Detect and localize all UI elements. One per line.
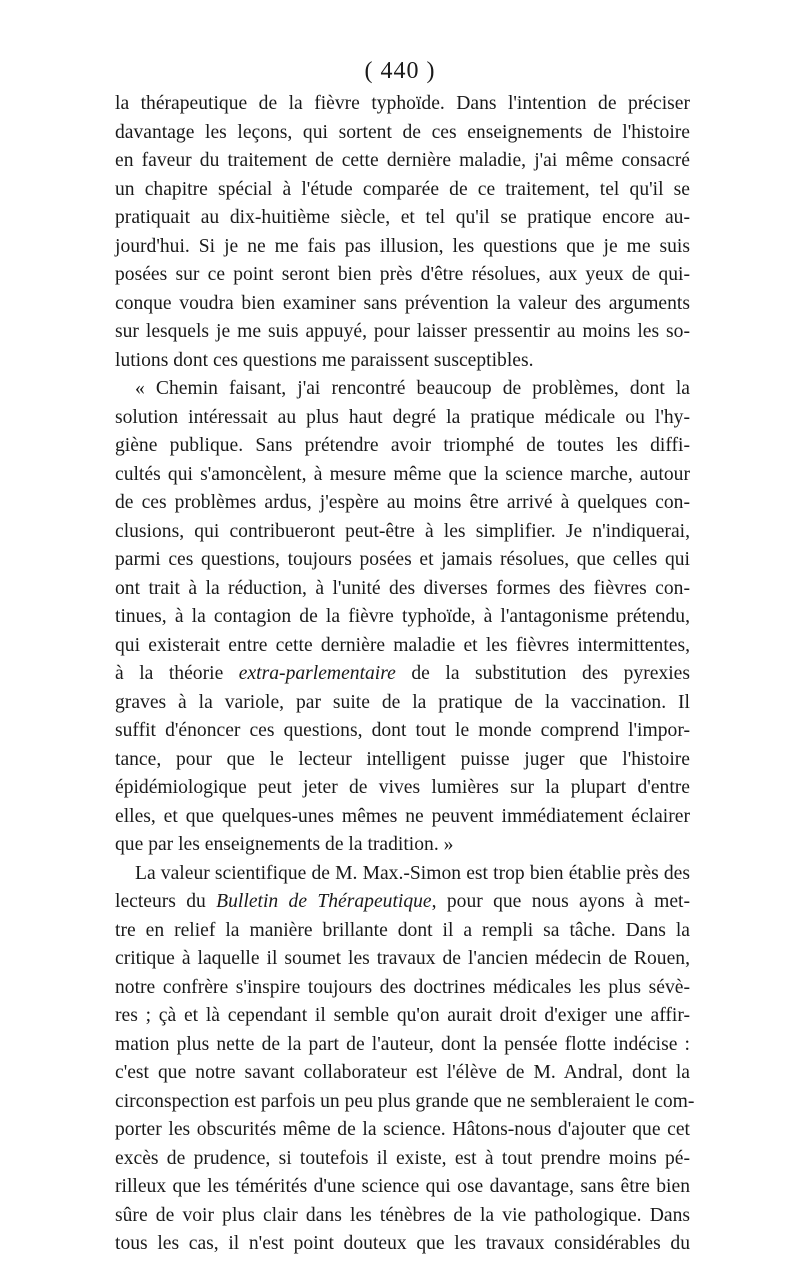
text-run: tance, pour que le lecteur intelligent puisse juger que l'histoire <box>115 748 690 770</box>
text-line <box>115 347 690 376</box>
text-line <box>115 945 690 974</box>
text-run: cultés qui s'amoncèlent, à mesure même que la science marche, autour <box>115 463 690 485</box>
text-run: davantage les leçons, qui sortent de ces enseignements de l'histoire <box>115 121 690 143</box>
text-run: suffit d'énoncer ces questions, dont tout le monde comprend l'impor- <box>115 720 690 741</box>
text-run: la thérapeutique de la fièvre typhoïde. Dans l'intention de préciser <box>115 93 690 114</box>
text-run: tre en relief la manière brillante dont il a rempli sa tâche. Dans la <box>115 919 690 941</box>
text-run: ont trait à la réduction, à l'unité des diverses formes des fièvres con- <box>115 577 690 599</box>
text-line <box>115 461 690 490</box>
text-run: lecteurs du <box>115 891 217 912</box>
text-run: lutions dont ces questions me paraissent susceptibles. <box>115 349 534 371</box>
text-run: posées sur ce point seront bien près d'être résolues, aux yeux de qui- <box>115 264 690 285</box>
text-line <box>115 546 690 575</box>
text-line <box>115 974 690 1003</box>
text-run: clusions, qui contribueront peut-être à les simplifier. Je n'indiquerai, <box>115 520 690 542</box>
text-line <box>115 660 690 689</box>
text-run: à la théorie <box>115 663 239 684</box>
text-line <box>115 575 690 604</box>
text-line <box>115 1202 690 1231</box>
text-line <box>115 717 690 746</box>
text-run: qui existerait entre cette dernière maladie et les fièvres intermittentes, <box>115 634 690 656</box>
text-line <box>115 888 690 917</box>
text-run: solution intéressait au plus haut degré la pratique médicale ou l'hy- <box>115 406 690 428</box>
text-line <box>115 518 690 547</box>
text-run: elles, et que quelques-unes mêmes ne peuvent immédiatement éclairer <box>115 805 690 827</box>
text-line <box>115 489 690 518</box>
text-run: circonspection est parfois un peu plus grande que ne sembleraient le com- <box>115 1090 695 1112</box>
text-run: mation plus nette de la part de l'auteur, dont la pensée flotte indécise : <box>115 1033 690 1055</box>
text-run: tous les cas, il n'est point douteux que les travaux considérables du <box>115 1233 690 1254</box>
text-run: notre confrère s'inspire toujours des doctrines médicales les plus sévè- <box>115 976 690 998</box>
text-line <box>115 803 690 832</box>
text-run: épidémiologique peut jeter de vives lumières sur la plupart d'entre <box>115 777 690 798</box>
text-line <box>115 90 690 119</box>
text-run: que par les enseignements de la tradition. » <box>115 834 454 855</box>
text-run: c'est que notre savant collaborateur est l'élève de M. Andral, dont la <box>115 1062 690 1083</box>
text-line <box>115 689 690 718</box>
text-line <box>115 233 690 262</box>
text-line <box>115 746 690 775</box>
text-line <box>115 831 690 860</box>
text-run: rilleux que les témérités d'une science qui ose davantage, sans être bien <box>115 1176 690 1197</box>
text-run: sûre de voir plus clair dans les ténèbres de la vie pathologique. Dans <box>115 1204 690 1226</box>
text-line <box>115 860 690 889</box>
text-run: « Chemin faisant, j'ai rencontré beaucoup de problèmes, dont la <box>135 378 690 399</box>
text-run: de ces problèmes ardus, j'espère au moins être arrivé à quelques con- <box>115 492 690 513</box>
text-run: jourd'hui. Si je ne me fais pas illusion, les questions que je me suis <box>115 235 690 257</box>
italic-text: extra-parlementaire <box>238 663 396 684</box>
text-line <box>115 774 690 803</box>
text-line <box>115 1145 690 1174</box>
text-run: sur lesquels je me suis appuyé, pour laisser pressentir au moins les so- <box>115 321 690 342</box>
text-run: en faveur du traitement de cette dernière maladie, j'ai même consacré <box>115 150 690 171</box>
text-line <box>115 432 690 461</box>
text-line <box>115 1173 690 1202</box>
text-line <box>115 1116 690 1145</box>
text-run: , pour que nous ayons à met- <box>431 891 690 912</box>
italic-text: Bulletin de Thérapeutique <box>216 891 432 912</box>
text-run: giène publique. Sans prétendre avoir triomphé de toutes les diffi- <box>115 435 690 456</box>
text-run: un chapitre spécial à l'étude comparée de ce traitement, tel qu'il se <box>115 178 690 200</box>
text-line <box>115 290 690 319</box>
text-line <box>115 917 690 946</box>
body-text <box>115 90 695 1259</box>
text-run: porter les obscurités même de la science. Hâtons-nous d'ajouter que cet <box>115 1119 690 1140</box>
text-line <box>115 318 690 347</box>
text-run: pratiquait au dix-huitième siècle, et tel qu'il se pratique encore au- <box>115 207 690 228</box>
text-line <box>115 1059 690 1088</box>
text-line <box>115 119 690 148</box>
text-run: La valeur scientifique de M. Max.-Simon est trop bien établie près des <box>135 862 690 884</box>
text-line <box>115 632 690 661</box>
text-line <box>115 204 690 233</box>
text-run: critique à laquelle il soumet les travaux de l'ancien médecin de Rouen, <box>115 948 690 969</box>
text-line <box>115 1230 690 1259</box>
text-line <box>115 1031 690 1060</box>
text-line <box>115 176 690 205</box>
text-run: conque voudra bien examiner sans prévention la valeur des arguments <box>115 292 690 314</box>
text-line <box>115 375 690 404</box>
text-run: excès de prudence, si toutefois il existe, est à tout prendre moins pé- <box>115 1147 690 1169</box>
text-line <box>115 147 690 176</box>
text-run: tinues, à la contagion de la fièvre typhoïde, à l'antagonisme prétendu, <box>115 606 690 627</box>
text-run: graves à la variole, par suite de la pratique de la vaccination. Il <box>115 691 690 713</box>
text-run: res ; çà et là cependant il semble qu'on aurait droit d'exiger une affir- <box>115 1005 690 1026</box>
text-run: parmi ces questions, toujours posées et jamais résolues, que celles qui <box>115 549 690 570</box>
page-number: ( 440 ) <box>364 58 436 84</box>
text-line <box>115 404 690 433</box>
text-run: de la substitution des pyrexies <box>395 663 691 684</box>
text-line <box>115 603 690 632</box>
text-line <box>115 1088 695 1117</box>
text-line <box>115 261 690 290</box>
text-line <box>115 1002 690 1031</box>
